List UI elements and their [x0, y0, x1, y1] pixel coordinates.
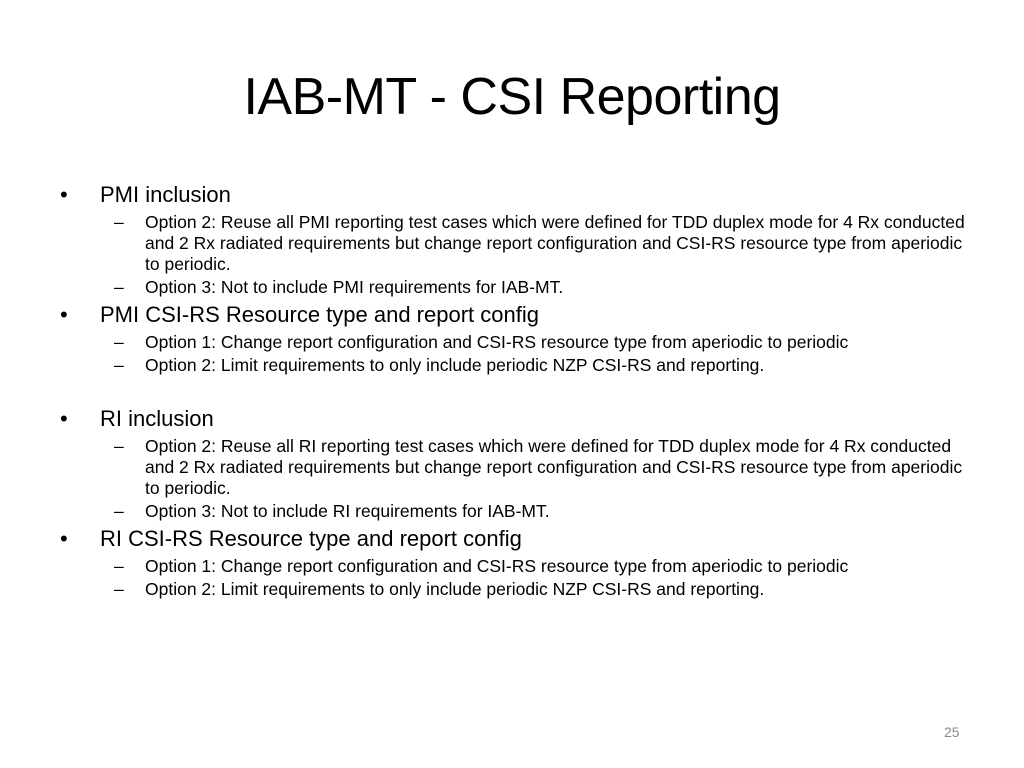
- dash-icon: –: [114, 355, 124, 375]
- dash-icon: –: [114, 501, 124, 521]
- bullet-dot-icon: •: [60, 302, 68, 327]
- subitem-text: Option 2: Limit requirements to only include periodic NZP CSI-RS and reporting.: [145, 355, 765, 375]
- bullet-text: PMI CSI-RS Resource type and report config: [100, 302, 539, 327]
- bullet-dot-icon: •: [60, 406, 68, 431]
- bullet-pmi-csi-rs: [56, 300, 976, 330]
- bullet-dot-icon: •: [60, 526, 68, 551]
- subitem: [56, 332, 976, 353]
- bullet-text: PMI inclusion: [100, 182, 231, 207]
- bullet-pmi-inclusion: [56, 180, 976, 210]
- page-number: 25: [944, 724, 960, 740]
- subitem-text: Option 3: Not to include PMI requirements for IAB-MT.: [145, 277, 564, 297]
- bullet-ri-inclusion: [56, 404, 976, 434]
- dash-icon: –: [114, 277, 124, 297]
- subitem: [56, 556, 976, 577]
- dash-icon: –: [114, 436, 124, 456]
- subitem-text: Option 2: Reuse all PMI reporting test cases which were defined for TDD duplex mode for 4 Rx conducted and 2 Rx radiated requirements but change report configuration and CSI-RS resource type from aperiodic to periodic.: [145, 212, 965, 274]
- bullet-text: RI CSI-RS Resource type and report config: [100, 526, 522, 551]
- dash-icon: –: [114, 212, 124, 232]
- dash-icon: –: [114, 556, 124, 576]
- dash-icon: –: [114, 579, 124, 599]
- slide-content: [56, 180, 976, 602]
- subitem-text: Option 3: Not to include RI requirements for IAB-MT.: [145, 501, 550, 521]
- subitem: [56, 277, 976, 298]
- subitem: [56, 212, 976, 275]
- bullet-ri-csi-rs: [56, 524, 976, 554]
- subitem-text: Option 1: Change report configuration and CSI-RS resource type from aperiodic to periodic: [145, 556, 849, 576]
- bullet-text: RI inclusion: [100, 406, 214, 431]
- subitem: [56, 355, 976, 376]
- subitem-text: Option 2: Reuse all RI reporting test cases which were defined for TDD duplex mode for 4 Rx conducted and 2 Rx radiated requirements but change report configuration and CSI-RS resource type from aperiodic to periodic.: [145, 436, 963, 498]
- subitem: [56, 436, 976, 499]
- subitem: [56, 501, 976, 522]
- subitem: [56, 579, 976, 600]
- subitem-text: Option 2: Limit requirements to only include periodic NZP CSI-RS and reporting.: [145, 579, 765, 599]
- subitem-text: Option 1: Change report configuration and CSI-RS resource type from aperiodic to periodic: [145, 332, 849, 352]
- bullet-dot-icon: •: [60, 182, 68, 207]
- dash-icon: –: [114, 332, 124, 352]
- slide-title: IAB-MT - CSI Reporting: [243, 68, 781, 126]
